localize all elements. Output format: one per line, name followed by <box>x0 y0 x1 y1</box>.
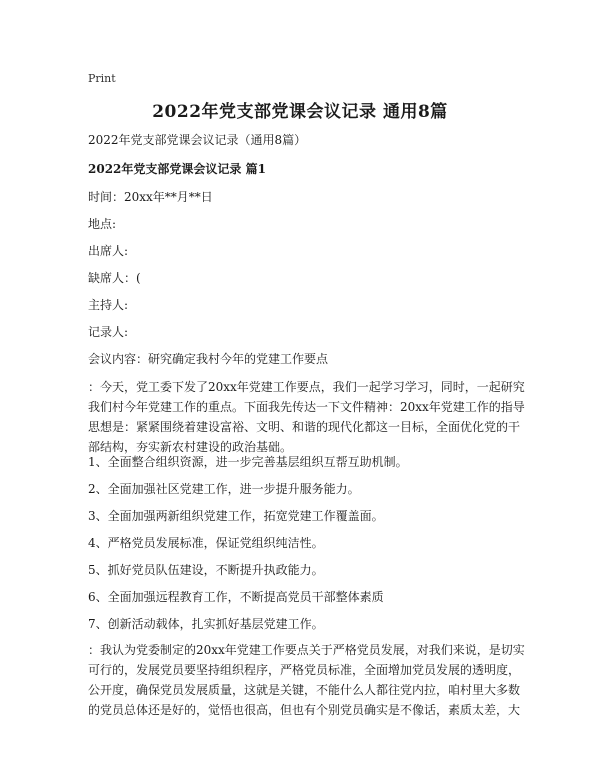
paragraph-line: 我们村今年党建工作的重点。下面我先传达一下文件精神：20xx年党建工作的指导 <box>88 400 525 414</box>
print-label[interactable]: Print <box>88 72 116 85</box>
paragraph-line: 的党员总体还是好的，觉悟也很高，但也有个别党员确实是不像话，素质太差，大 <box>88 703 521 717</box>
list-item: 3、全面加强两新组织党建工作，拓宽党建工作覆盖面。 <box>88 509 384 523</box>
meeting-content-label: 会议内容：研究确定我村今年的党建工作要点 <box>88 352 329 366</box>
list-item: 5、抓好党员队伍建设，不断提升执政能力。 <box>88 563 324 577</box>
field-place: 地点: <box>88 217 117 231</box>
intro-paragraph <box>88 377 525 457</box>
list-item: 2、全面加强社区党建工作，进一步提升服务能力。 <box>88 482 360 496</box>
list-item: 4、严格党员发展标准，保证党组织纯洁性。 <box>88 536 324 550</box>
document-title: 2022年党支部党课会议记录 通用8篇 <box>152 102 448 122</box>
response-paragraph <box>88 640 525 720</box>
list-item: 6、全面加强远程教育工作，不断提高党员干部整体素质 <box>88 590 384 604</box>
list-item: 1、全面整合组织资源，进一步完善基层组织互帮互助机制。 <box>88 455 408 469</box>
section-heading: 2022年党支部党课会议记录 篇1 <box>88 162 266 176</box>
paragraph-line: 部结构，夯实新农村建设的政治基础。 <box>88 440 293 454</box>
list-item: 7、创新活动载体，扎实抓好基层党建工作。 <box>88 617 324 631</box>
field-attendees: 出席人: <box>88 244 129 258</box>
field-time: 时间：20xx年**月**日 <box>88 190 213 204</box>
paragraph-line: ：我认为党委制定的20xx年党建工作要点关于严格党员发展，对我们来说，是切实 <box>88 643 525 657</box>
document-subtitle: 2022年党支部党课会议记录（通用8篇） <box>88 133 307 147</box>
paragraph-line: ：今天，党工委下发了20xx年党建工作要点，我们一起学习学习，同时，一起研究 <box>88 380 525 394</box>
field-recorder: 记录人: <box>88 325 129 339</box>
field-absentees: 缺席人：( <box>88 271 141 285</box>
paragraph-line: 可行的，发展党员要坚持组织程序，严格党员标准，全面增加党员发展的透明度， <box>88 663 521 677</box>
field-host: 主持人: <box>88 298 129 312</box>
paragraph-line: 公开度，确保党员发展质量，这就是关键，不能什么人都往党内拉，咱村里大多数 <box>88 683 521 697</box>
paragraph-line: 思想是：紧紧围绕着建设富裕、文明、和谐的现代化都这一目标，全面优化党的干 <box>88 420 521 434</box>
